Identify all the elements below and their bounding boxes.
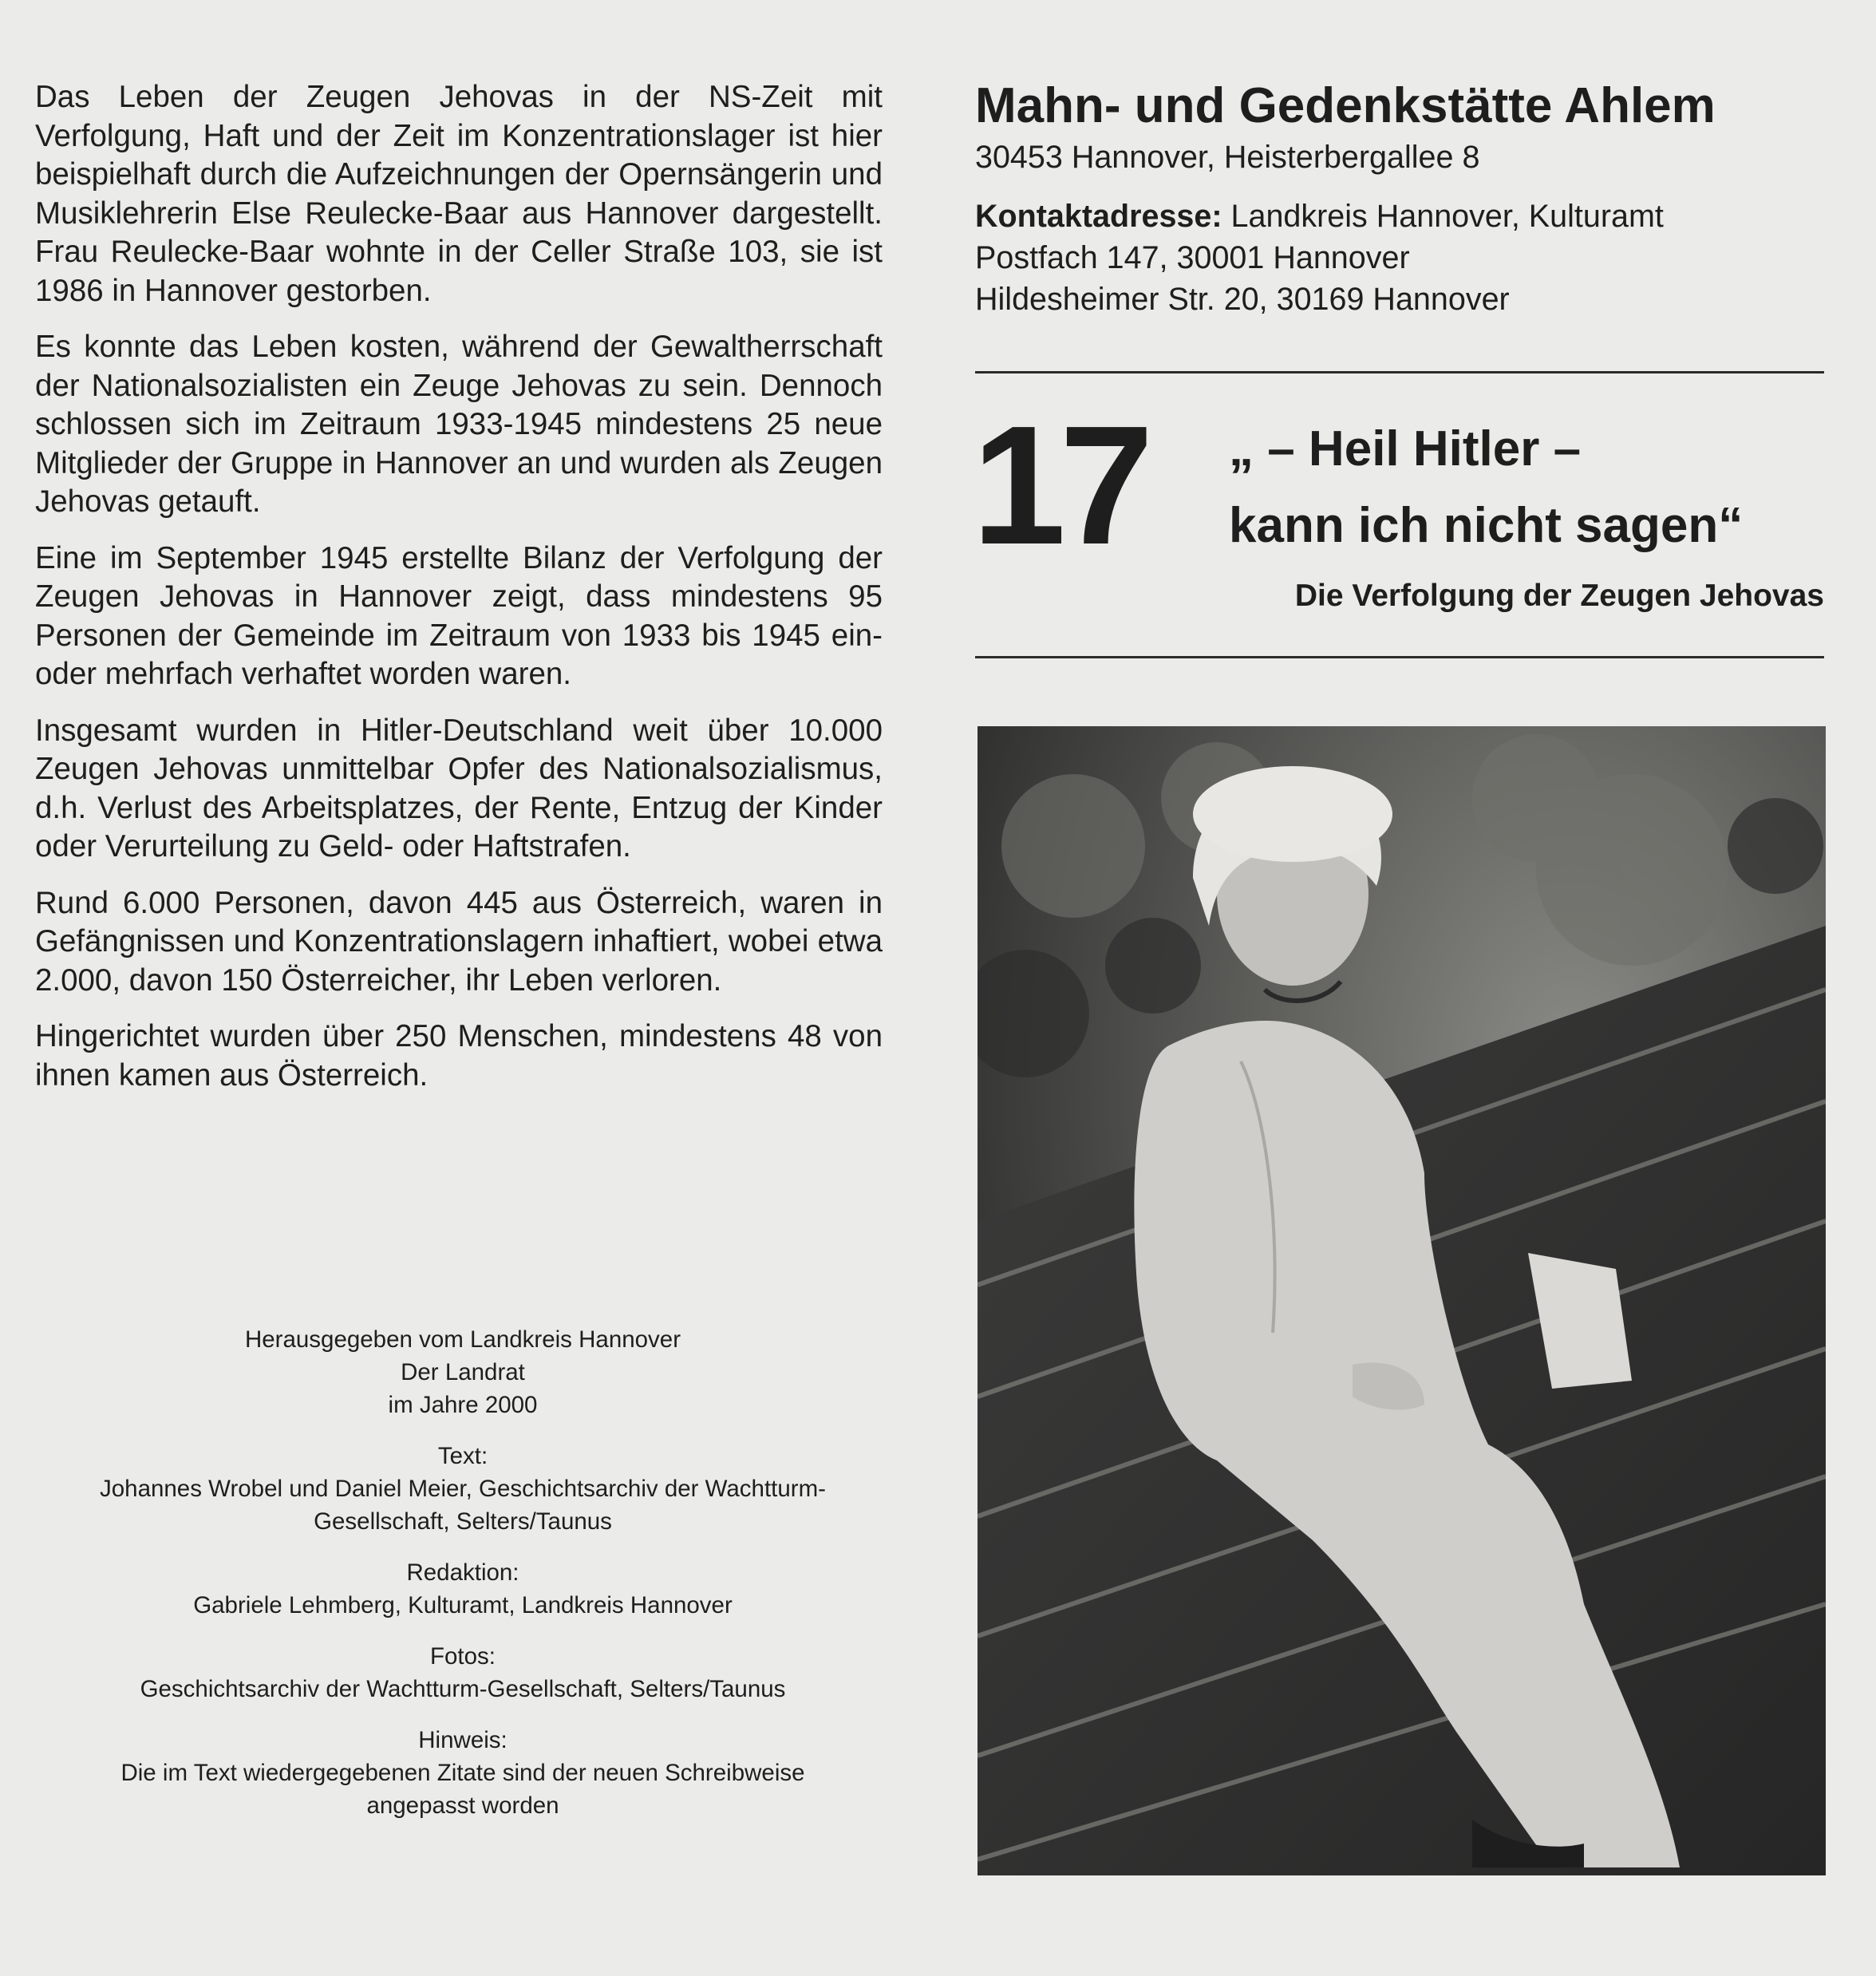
publisher-line: Der Landrat: [401, 1359, 525, 1385]
paragraph-cost-of-faith: Es konnte das Leben kosten, während der Gewaltherrschaft der Nationalsozialisten ein Zeuge Jehovas zu sein. Dennoch schlossen sich im Zeitraum 1933-1945 mindestens 25 neue Mitglieder der Gruppe in Hannover an und wurden als Zeugen Jehovas getauft.: [35, 330, 883, 519]
contact-address: [975, 196, 1824, 320]
contact-line: Hildesheimer Str. 20, 30169 Hannover: [975, 282, 1510, 317]
photos-label: Fotos:: [430, 1643, 496, 1670]
contact-line: Postfach 147, 30001 Hannover: [975, 240, 1410, 275]
issue-number: 17: [972, 390, 1147, 579]
note-line: Die im Text wiedergegebenen Zitate sind der neuen Schreibweise: [120, 1760, 805, 1786]
note-label: Hinweis:: [418, 1727, 508, 1753]
museum-address: 30453 Hannover, Heisterbergallee 8: [975, 140, 1480, 175]
contact-label: Kontaktadresse:: [975, 199, 1222, 234]
imprint-editing: [32, 1556, 894, 1622]
editing-value: Gabriele Lehmberg, Kulturamt, Landkreis Hannover: [193, 1592, 733, 1618]
contact-line: Landkreis Hannover, Kulturamt: [1222, 199, 1664, 234]
divider-top: [975, 371, 1824, 373]
paragraph-1945-balance: Eine im September 1945 erstellte Bilanz der Verfolgung der Zeugen Jehovas in Hannover zeigt, dass mindestens 95 Personen der Gemeinde im Zeitraum von 1933 bis 1945 ein- oder mehrfach verhaftet worden waren.: [35, 540, 883, 691]
paragraph-victims-total: Insgesamt wurden in Hitler-Deutschland weit über 10.000 Zeugen Jehovas unmittelbar Opfer des Nationalsozialismus, d.h. Verlust des Arbeitsplatzes, der Rente, Entzug der Kinder oder Verurteilung zu Geld- oder Haftstrafen.: [35, 713, 883, 864]
paragraph-imprisoned: Rund 6.000 Personen, davon 445 aus Österreich, waren in Gefängnissen und Konzentrationslagern inhaftiert, wobei etwa 2.000, davon 150 Österreicher, ihr Leben verloren.: [35, 885, 883, 998]
paragraph-executed: Hingerichtet wurden über 250 Menschen, mindestens 48 von ihnen kamen aus Österreich.: [35, 1019, 883, 1093]
text-credit-line: Gesellschaft, Selters/Taunus: [314, 1508, 612, 1535]
headline: [1229, 411, 1835, 564]
museum-name: Mahn- und Gedenkstätte Ahlem: [975, 78, 1716, 133]
headline-line: kann ich nicht sagen“: [1229, 498, 1744, 553]
subtitle: Die Verfolgung der Zeugen Jehovas: [1294, 579, 1824, 613]
imprint: [32, 1323, 894, 1840]
editing-label: Redaktion:: [406, 1559, 519, 1586]
publisher-line: im Jahre 2000: [388, 1392, 538, 1418]
photo-illustration: [977, 726, 1826, 1875]
note-line: angepasst worden: [366, 1792, 559, 1819]
imprint-publisher: [32, 1323, 894, 1421]
imprint-text-credit: [32, 1440, 894, 1538]
photos-value: Geschichtsarchiv der Wachtturm-Gesellschaft, Selters/Taunus: [140, 1676, 786, 1702]
paragraph-intro: Das Leben der Zeugen Jehovas in der NS-Zeit mit Verfolgung, Haft und der Zeit im Konzentrationslager ist hier beispielhaft durch die Aufzeichnungen der Opernsängerin und Musiklehrerin Else Reulecke-Baar aus Hannover dargestellt. Frau Reulecke-Baar wohnte in der Celler Straße 103, sie ist 1986 in Hannover gestorben.: [35, 80, 883, 308]
divider-bottom: [975, 656, 1824, 658]
body-text-column: [35, 78, 883, 1112]
text-credit-label: Text:: [437, 1443, 488, 1469]
headline-line: „ – Heil Hitler –: [1229, 421, 1582, 476]
publisher-line: Herausgegeben vom Landkreis Hannover: [244, 1326, 681, 1353]
header-block: [975, 76, 1824, 320]
text-credit-line: Johannes Wrobel und Daniel Meier, Geschichtsarchiv der Wachtturm-: [100, 1476, 826, 1502]
imprint-note: [32, 1724, 894, 1822]
imprint-photos: [32, 1640, 894, 1705]
portrait-photo: [977, 726, 1826, 1875]
